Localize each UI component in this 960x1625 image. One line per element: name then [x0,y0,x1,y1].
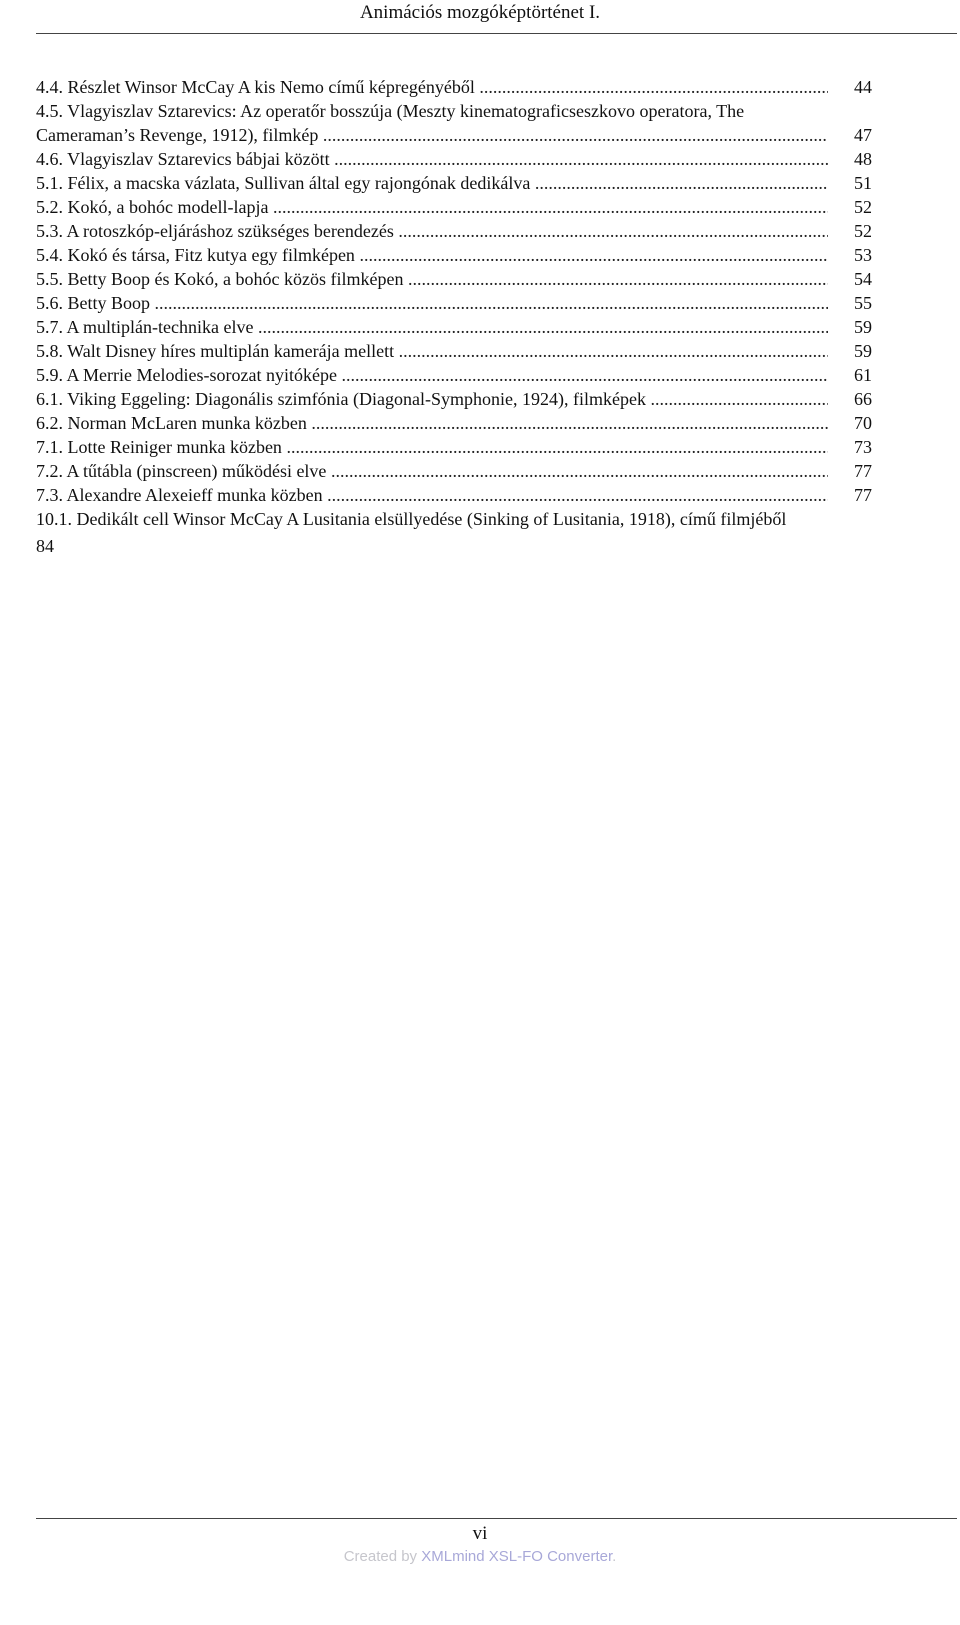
toc-entry-title: 7.1. Lotte Reiniger munka közben ..... [36,437,871,457]
toc-entry-page: 54 [828,267,872,291]
toc-entry-page: 77 [828,483,872,507]
toc-entry-page: 47 [828,123,872,147]
toc-entry[interactable] [36,171,936,195]
toc-entry-title: 6.2. Norman McLaren munka közben ..... [36,413,871,433]
toc-entry-title: 5.8. Walt Disney híres multiplán kamerája mellett ..... [36,341,871,361]
toc-entry[interactable] [36,267,936,291]
toc-entry-title: 6.1. Viking Eggeling: Diagonális szimfónia (Diagonal-Symphonie, 1924), filmképek ..... [36,389,871,409]
toc-entry-page: 52 [828,219,872,243]
toc-entry-title: 5.9. A Merrie Melodies-sorozat nyitóképe ..... [36,365,871,385]
toc-entry-page: 84 [36,536,54,556]
toc-entry-page: 52 [828,195,872,219]
toc-entry[interactable] [36,291,936,315]
toc-entry[interactable] [36,195,936,219]
toc-entry-title: 5.6. Betty Boop ..... [36,293,871,313]
toc-entry-page: 59 [828,339,872,363]
toc-entry[interactable] [36,435,936,459]
toc-entry[interactable] [36,387,936,411]
toc-entry-title: 7.2. A tűtábla (pinscreen) működési elve ..... [36,461,871,481]
toc-entry[interactable] [36,363,936,387]
running-header: Animációs mozgóképtörténet I. [359,2,601,23]
toc-entry-title: 5.1. Félix, a macska vázlata, Sullivan által egy rajongónak dedikálva ..... [36,173,871,193]
toc-entry[interactable] [36,99,936,147]
toc-entry-title: 5.4. Kokó és társa, Fitz kutya egy filmképen ..... [36,245,871,265]
generator-credit [0,1546,960,1568]
toc-entry-page: 48 [828,147,872,171]
toc-entry[interactable] [36,339,936,363]
toc-entry[interactable] [36,75,936,99]
toc-entry-page: 51 [828,171,872,195]
toc-entry-page: 59 [828,315,872,339]
credit-brand-link[interactable]: XMLmind XSL-FO Converter [421,1548,613,1565]
credit-prefix: Created by [343,1548,422,1565]
toc-entry-title: 4.5. Vlagyiszlav Sztarevics: Az operatőr bosszúja (Meszty kinematograficseszkovo operatora, The [36,101,745,121]
toc-entry-title: 5.3. A rotoszkóp-eljáráshoz szükséges berendezés ..... [36,221,871,241]
toc-entry[interactable] [36,459,936,483]
toc-entry-title: 5.2. Kokó, a bohóc modell-lapja ..... [36,197,871,217]
toc-entry[interactable] [36,483,936,507]
toc-entry[interactable] [36,507,936,561]
toc-entry-title-continued: Cameraman’s Revenge, 1912), filmkép ..... [36,125,871,145]
header-divider [36,33,957,34]
toc-entry-title: 5.7. A multiplán-technika elve ..... [36,317,871,337]
credit-suffix: . [612,1548,617,1565]
toc-entry-page: 53 [828,243,872,267]
list-of-figures [36,75,936,561]
toc-entry[interactable] [36,243,936,267]
toc-entry-page: 44 [828,75,872,99]
toc-entry-title: 4.4. Részlet Winsor McCay A kis Nemo című képregényéből ..... [36,77,871,97]
toc-entry-title: 4.6. Vlagyiszlav Sztarevics bábjai között ..... [36,149,871,169]
toc-entry-page: 55 [828,291,872,315]
toc-entry-title: 7.3. Alexandre Alexeieff munka közben ..... [36,485,871,505]
page-number: vi [472,1523,488,1544]
toc-entry[interactable] [36,411,936,435]
toc-entry-page: 61 [828,363,872,387]
footer-divider [36,1518,957,1519]
toc-entry-page: 70 [828,411,872,435]
toc-entry[interactable] [36,147,936,171]
toc-entry[interactable] [36,315,936,339]
toc-entry-page: 73 [828,435,872,459]
toc-entry-page: 66 [828,387,872,411]
toc-entry-page: 77 [828,459,872,483]
toc-entry[interactable] [36,219,936,243]
toc-entry-title: 10.1. Dedikált cell Winsor McCay A Lusitania elsüllyedése (Sinking of Lusitania, 1918), című filmjéből [36,509,787,529]
toc-entry-title: 5.5. Betty Boop és Kokó, a bohóc közös filmképen ..... [36,269,871,289]
